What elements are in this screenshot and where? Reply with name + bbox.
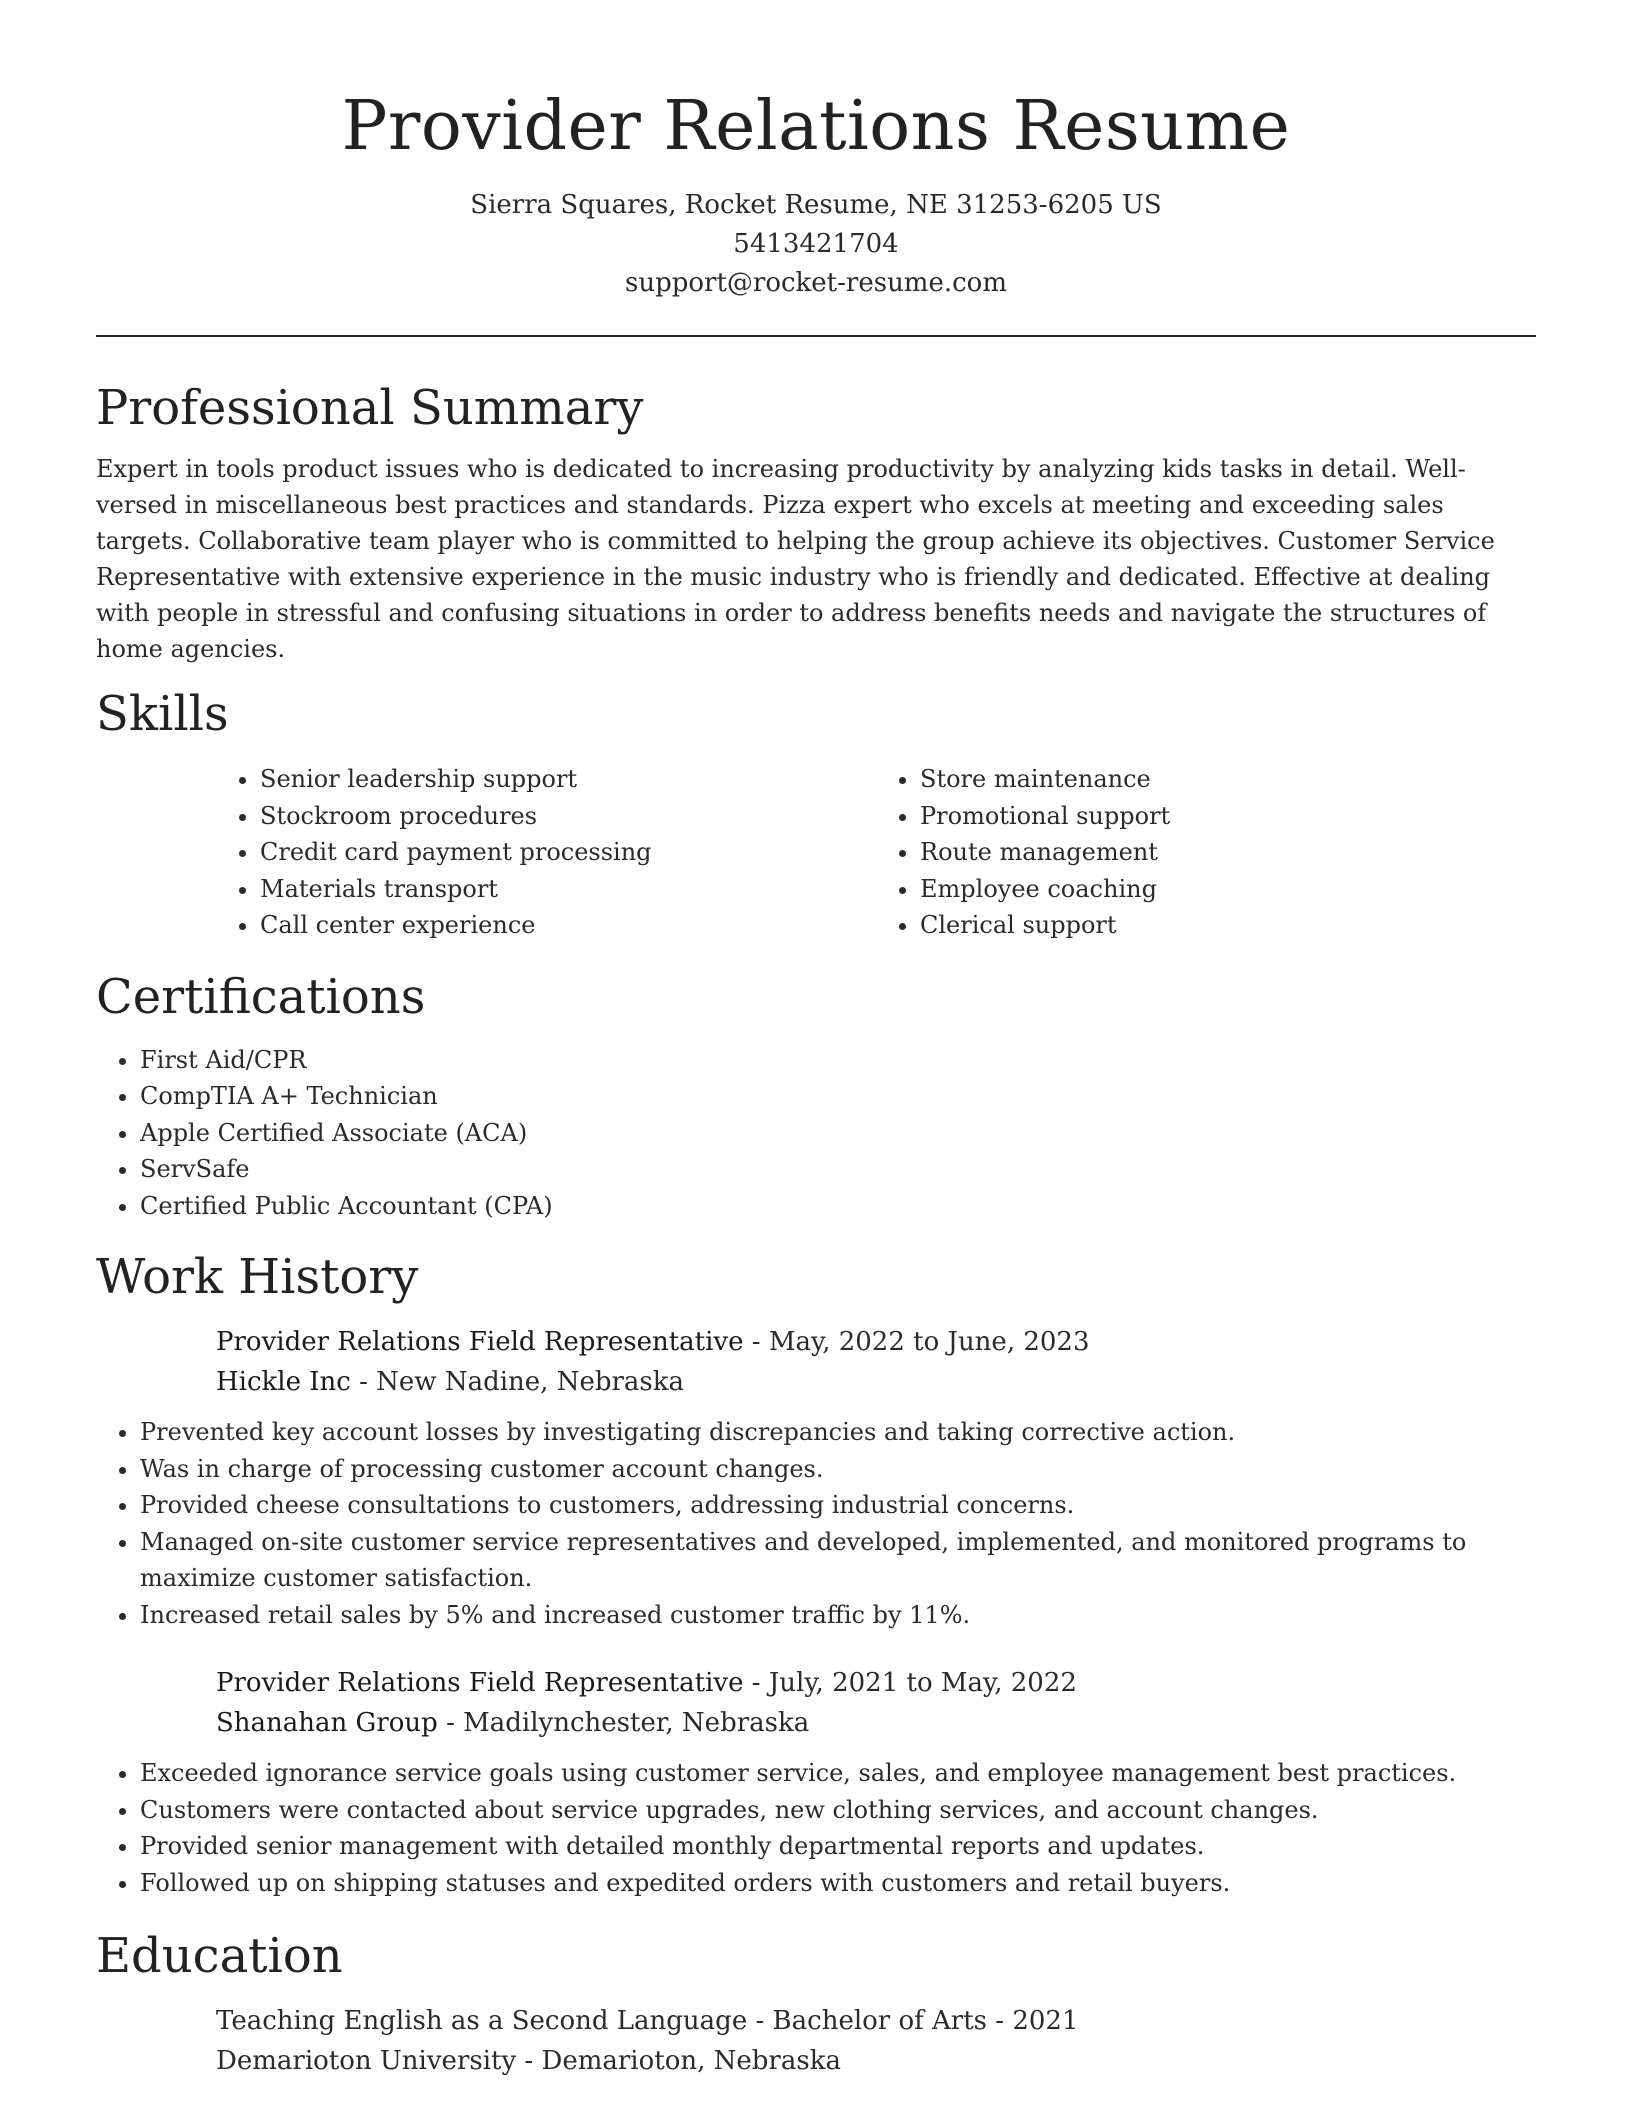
skill-item: • Clerical support [920, 907, 1536, 944]
certifications-list [96, 1042, 1536, 1225]
job-bullets [96, 1755, 1536, 1901]
skill-item: • Store maintenance [920, 761, 1536, 798]
certifications-heading: Certifications [96, 968, 426, 1025]
job-company: Hickle Inc [216, 1367, 351, 1397]
job-bullet: • Prevented key account losses by investigating discrepancies and taking corrective action. [140, 1414, 1536, 1451]
resume-title: Provider Relations Resume [341, 87, 1291, 166]
job-bullet: • Provided cheese consultations to customers, addressing industrial concerns. [140, 1487, 1536, 1524]
job-dates: - May, 2022 to June, 2023 [743, 1327, 1090, 1357]
job-bullet: • Followed up on shipping statuses and expedited orders with customers and retail buyers. [140, 1865, 1536, 1902]
job-company: Shanahan Group [216, 1708, 438, 1738]
skill-item: • Employee coaching [920, 871, 1536, 908]
education-entry [216, 2001, 1536, 2081]
skills-list-right [876, 761, 1536, 944]
skill-item: • Materials transport [260, 871, 876, 908]
job-bullets [96, 1414, 1536, 1633]
skills-list-left [216, 761, 876, 944]
skills-heading: Skills [96, 686, 229, 742]
job-location: - New Nadine, Nebraska [350, 1367, 685, 1397]
job-title-line [216, 1322, 1536, 1362]
certification-item: • Apple Certified Associate (ACA) [140, 1115, 1536, 1152]
job-company-line [216, 1703, 1536, 1743]
header-divider [96, 335, 1536, 337]
contact-phone: 5413421704 [733, 229, 899, 259]
contact-block [0, 186, 1632, 303]
work-history-section [96, 1244, 1536, 1901]
contact-email: support@rocket-resume.com [624, 268, 1007, 298]
job-company-line [216, 1362, 1536, 1402]
skill-item: • Promotional support [920, 798, 1536, 835]
certification-item: • ServSafe [140, 1151, 1536, 1188]
certification-item: • First Aid/CPR [140, 1042, 1536, 1079]
summary-section [96, 375, 1536, 667]
summary-text: Expert in tools product issues who is dedicated to increasing productivity by analyzing kids tasks in detail. Well-versed in miscellaneous best practices and standards. Pizza expert who excels at meeting and exceeding sales targets. Collaborative team player who is committed to helping the group achieve its objectives. Customer Service Representative with extensive experience in the music industry who is friendly and dedicated. Effective at dealing with people in stressful and confusing situations in order to address benefits needs and navigate the structures of home agencies. [96, 455, 1495, 663]
skill-item: • Credit card payment processing [260, 834, 876, 871]
resume-header [0, 0, 1632, 303]
job-bullet: • Was in charge of processing customer account changes. [140, 1451, 1536, 1488]
certifications-section [96, 964, 1536, 1225]
education-degree: Teaching English as a Second Language - Bachelor of Arts - 2021 [216, 2006, 1079, 2036]
skill-item: • Call center experience [260, 907, 876, 944]
job-bullet: • Customers were contacted about service upgrades, new clothing services, and account changes. [140, 1792, 1536, 1829]
skills-columns [216, 761, 1536, 944]
skill-item: • Senior leadership support [260, 761, 876, 798]
certification-item: • CompTIA A+ Technician [140, 1078, 1536, 1115]
job-bullet: • Increased retail sales by 5% and increased customer traffic by 11%. [140, 1597, 1536, 1634]
work-history-heading: Work History [96, 1249, 419, 1305]
job-location: - Madilynchester, Nebraska [437, 1708, 810, 1738]
contact-address: Sierra Squares, Rocket Resume, NE 31253-6205 US [470, 190, 1162, 220]
job-dates: - July, 2021 to May, 2022 [743, 1668, 1077, 1698]
education-school: Demarioton University - Demarioton, Nebraska [216, 2046, 841, 2076]
skills-section [96, 681, 1536, 944]
job-title: Provider Relations Field Representative [216, 1668, 744, 1698]
certification-item: • Certified Public Accountant (CPA) [140, 1188, 1536, 1225]
skill-item: • Route management [920, 834, 1536, 871]
education-heading: Education [96, 1928, 343, 1984]
skill-item: • Stockroom procedures [260, 798, 876, 835]
job-bullet: • Managed on-site customer service representatives and developed, implemented, and monitored programs to maximize customer satisfaction. [140, 1524, 1536, 1597]
education-section [96, 1923, 1536, 2081]
summary-heading: Professional Summary [96, 380, 644, 436]
job-title: Provider Relations Field Representative [216, 1327, 744, 1357]
job-bullet: • Provided senior management with detailed monthly departmental reports and updates. [140, 1828, 1536, 1865]
job-entry [216, 1663, 1536, 1743]
job-title-line [216, 1663, 1536, 1703]
job-entry [216, 1322, 1536, 1402]
job-bullet: • Exceeded ignorance service goals using customer service, sales, and employee management best practices. [140, 1755, 1536, 1792]
